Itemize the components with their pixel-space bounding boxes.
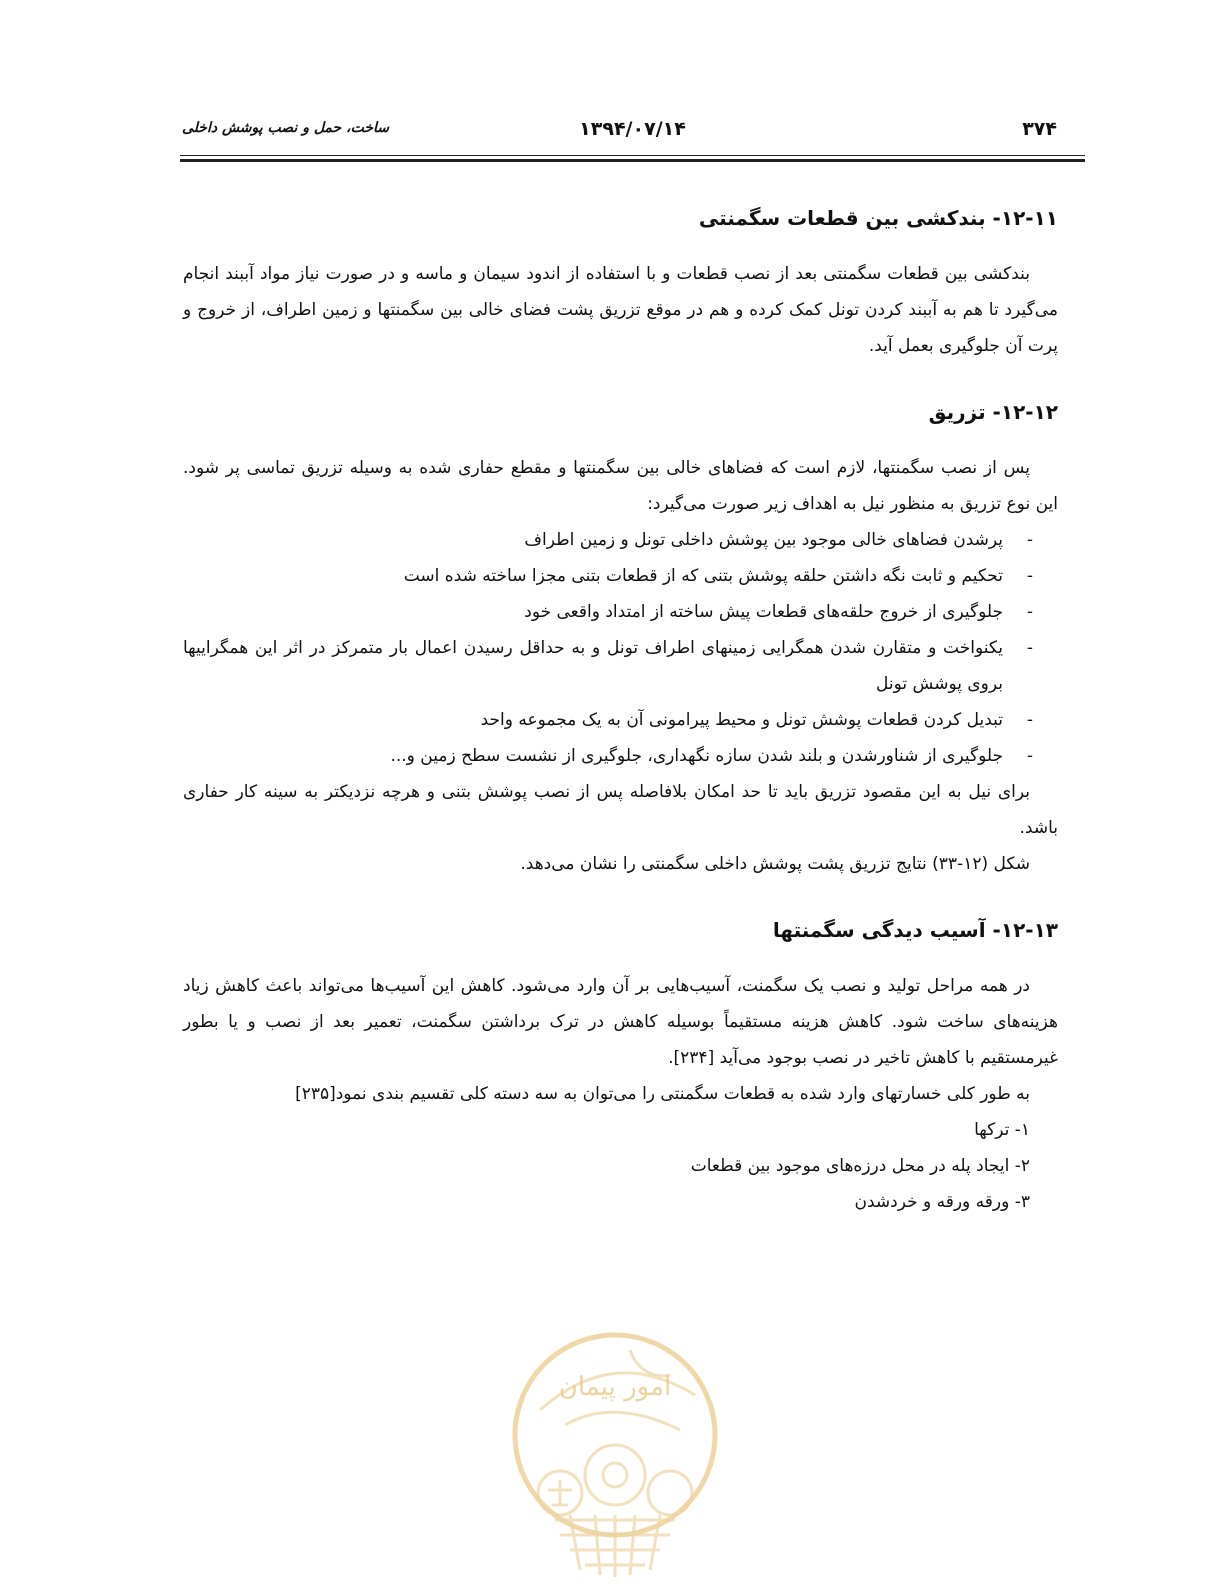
section-heading: ۱۲-۱۲- تزریق: [928, 400, 1058, 424]
list-item: - تبدیل کردن قطعات پوشش تونل و محیط پیرامونی آن به یک مجموعه واحد: [183, 702, 1003, 738]
header-rule-thick: [180, 159, 1085, 162]
paragraph: بندکشی بین قطعات سگمنتی بعد از نصب قطعات و با استفاده از اندود سیمان و ماسه و در صورت نیاز مواد آببند انجام می‌گیرد تا هم به آببند کردن تونل کمک کرده و هم در موقع تزریق پشت فضای خالی بین سگمنتها و زمین اطراف، از خروج و پرت آن جلوگیری بعمل آید.: [183, 264, 1058, 356]
dash-bullet: -: [1026, 710, 1033, 730]
list-item: ۳- ورقه ورقه و خردشدن: [854, 1192, 1030, 1212]
figure-reference: شکل (۱۲-۳۳) نتایج تزریق پشت پوشش داخلی سگمنتی را نشان می‌دهد.: [520, 854, 1030, 874]
dash-bullet: -: [1026, 746, 1033, 766]
paragraph: پس از نصب سگمنتها، لازم است که فضاهای خالی بین سگمنتها و مقطع حفاری شده به وسیله تزریق تماسی پر شود. این نوع تزریق به منظور نیل به اهداف زیر صورت می‌گیرد:: [183, 458, 1058, 514]
watermark-seal-icon: [510, 1325, 720, 1584]
page-header: [180, 118, 1085, 148]
paragraph: در همه مراحل تولید و نصب یک سگمنت، آسیب‌هایی بر آن وارد می‌شود. کاهش این آسیب‌ها می‌تواند باعث کاهش زیاد هزینه‌های ساخت شود. کاهش هزینه مستقیماً بوسیله کاهش در ترک برداشتن سگمنت، تعمیر بعد از نصب و یا بطور غیرمستقیم با کاهش تاخیر در نصب بوجود می‌آید [۲۳۴].: [183, 976, 1058, 1068]
list-item: ۲- ایجاد پله در محل درزه‌های موجود بین قطعات: [690, 1156, 1030, 1176]
page-number: ۳۷۴: [1022, 118, 1057, 140]
dash-bullet: -: [1026, 530, 1033, 550]
section-heading: ۱۲-۱۳- آسیب دیدگی سگمنتها: [772, 918, 1058, 942]
paragraph: به طور کلی خسارتهای وارد شده به قطعات سگمنتی را می‌توان به سه دسته کلی تقسیم بندی نمود[۲۳۵]: [295, 1084, 1030, 1104]
watermark-logo: [510, 1325, 720, 1584]
damage-types-list: [183, 1112, 1058, 1220]
list-item: - یکنواخت و متقارن شدن همگرایی زمینهای اطراف تونل و به حداقل رسیدن اعمال بار متمرکز در اثر این همگراییها بروی پوشش تونل: [183, 630, 1003, 702]
header-rule-thin: [180, 155, 1085, 156]
list-item: - جلوگیری از خروج حلقه‌های قطعات پیش ساخته از امتداد واقعی خود: [183, 594, 1003, 630]
dash-bullet: -: [1026, 566, 1033, 586]
chapter-title: ساخت، حمل و نصب پوشش داخلی: [182, 120, 389, 136]
objectives-list: [183, 522, 1058, 774]
header-date: ۱۳۹۴/۰۷/۱۴: [579, 118, 686, 140]
page-content: [183, 198, 1058, 1220]
list-item: - تحکیم و ثابت نگه داشتن حلقه پوشش بتنی که از قطعات بتنی مجزا ساخته شده است: [183, 558, 1003, 594]
dash-bullet: -: [1026, 602, 1033, 622]
paragraph: برای نیل به این مقصود تزریق باید تا حد امکان بلافاصله پس از نصب پوشش بتنی و هرچه نزدیکتر به سینه کار حفاری باشد.: [183, 782, 1058, 838]
dash-bullet: -: [1026, 638, 1033, 658]
list-item: - جلوگیری از شناورشدن و بلند شدن سازه نگهداری، جلوگیری از نشست سطح زمین و...: [183, 738, 1003, 774]
list-item: ۱- ترکها: [974, 1120, 1030, 1140]
list-item: - پرشدن فضاهای خالی موجود بین پوشش داخلی تونل و زمین اطراف: [183, 522, 1003, 558]
section-heading: ۱۲-۱۱- بندکشی بین قطعات سگمنتی: [698, 206, 1058, 230]
svg-text:امور پیمان: امور پیمان: [558, 1372, 672, 1402]
